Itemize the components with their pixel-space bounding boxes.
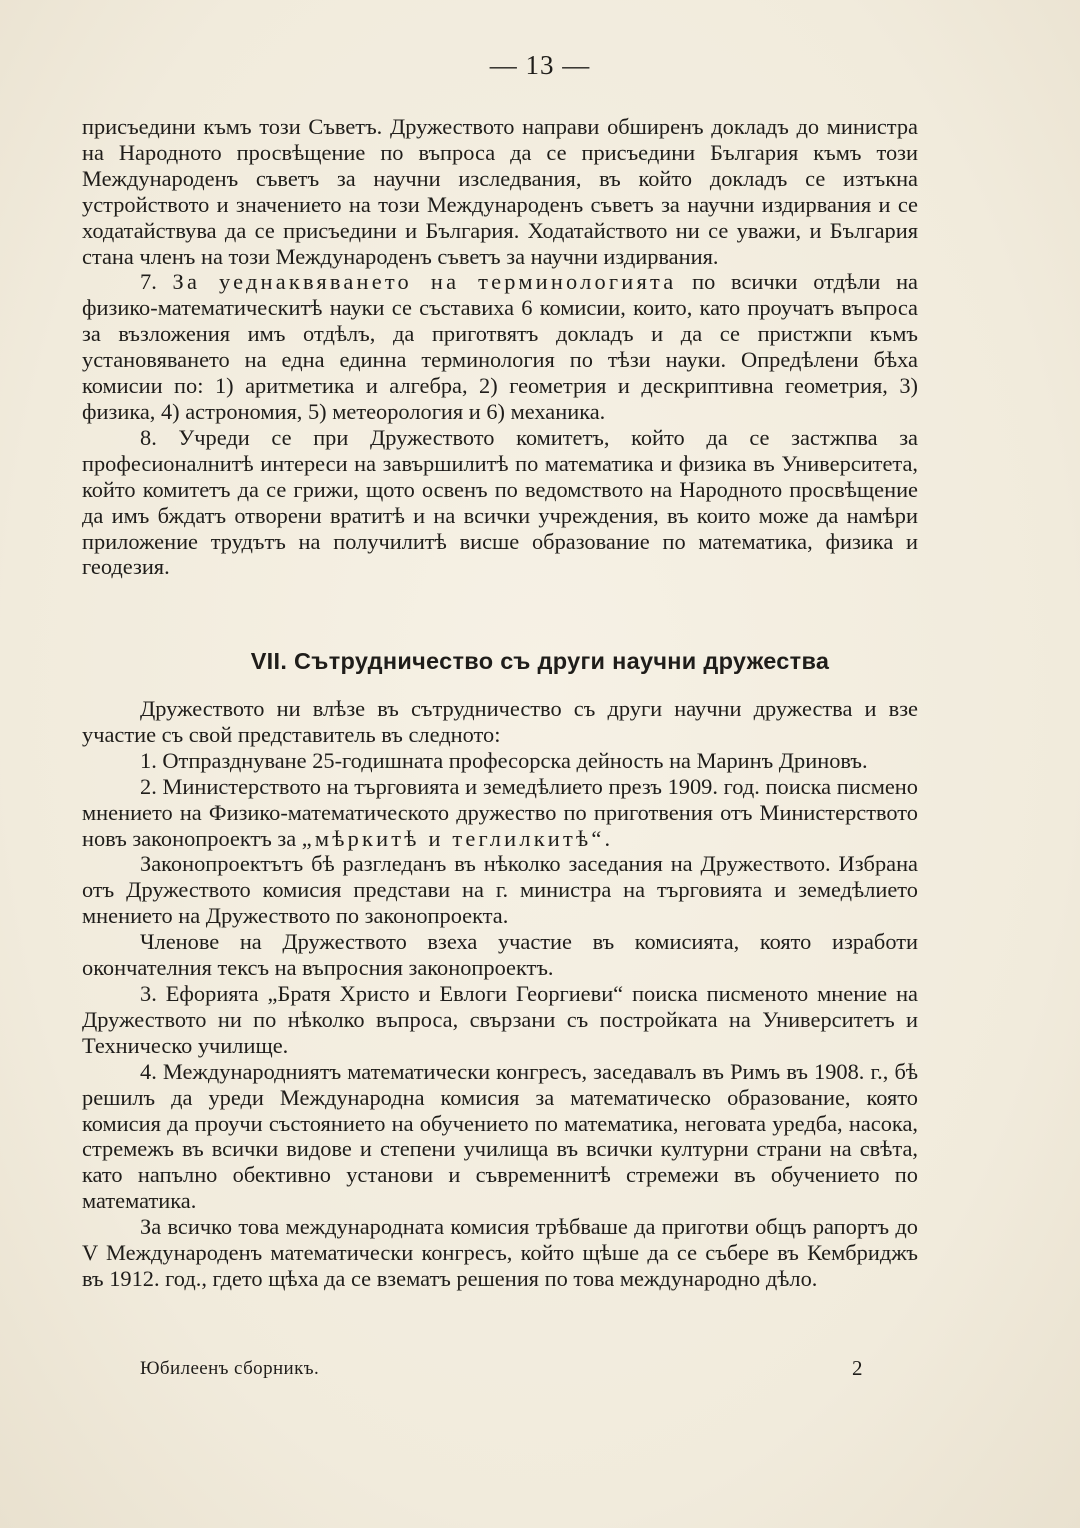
paragraph-council-membership: присъедини къмъ този Съветъ. Дружеството направи обширенъ докладъ до министра на Народното просвѣщение по въпроса да се присъедини България къмъ този Международенъ съветъ за научни изследвания, въ който докладъ се изтъкна устройството и значението на този Международенъ съветъ за научни издирвания и се ходатайствува да се присъедини и България. Ходатайството ни се уважи, и България стана членъ на този Международенъ съветъ за научни издирвания. — [82, 114, 918, 269]
section-7-heading: VII. Сътрудничество съ други научни дружества — [250, 648, 830, 674]
paragraph-item-8-committee: 8. Учреди се при Дружеството комитетъ, който да се застжпва за професионалнитѣ интереси на завършилитѣ по математика и физика въ Университета, който комитетъ да се грижи, щото освенъ по ведомството на Народното просвѣщение да имъ бждатъ отворени вратитѣ и на всички учреждения, въ които може да намѣри приложение трудътъ на получилитѣ висше образование по математика, физика и геодезия. — [82, 424, 918, 580]
paragraph-item-2-commission: Членове на Дружеството взеха участие въ комисията, която изработи окончателния тексъ на въпросния законопроектъ. — [82, 929, 918, 981]
paragraph-item-2-discussion: Законопроектътъ бѣ разгледанъ въ нѣколко заседания на Дружеството. Избрана отъ Дружеството комисия представи на г. министра на търговията и земедѣлието мнението на Дружеството по законопроекта. — [82, 851, 918, 929]
paragraph-item-7-terminology — [82, 269, 918, 424]
paragraph-item-3: 3. Ефорията „Братя Христо и Евлоги Георгиеви“ поиска писменото мнение на Дружеството ни по нѣколко въпроса, свързани съ постройката на Университетъ и Техническо училище. — [82, 980, 918, 1058]
footer-signature-mark: 2 — [852, 1356, 863, 1380]
paragraph-item-4: 4. Международниятъ математически конгресъ, заседавалъ въ Римъ въ 1908. г., бѣ решилъ да уреди Международна комисия за математическо образование, която комисия да проучи състоянието на обучението по математика, неговата уредба, насока, стремежъ въ всички видове и степени училища въ всички културни страни на свѣта, като напълно обективно установи и съвременнитѣ стремежи въ обучението по математика. — [82, 1058, 918, 1214]
item-2-text: 2. Министерството на търговията и земедѣлието презъ 1909. год. поиска писмено мнението на Физико-математическото дружество по приготвения отъ Министерството новъ законопроектъ за — [82, 773, 918, 851]
item-2-end: . — [604, 825, 611, 851]
section-7-body — [82, 696, 918, 1292]
section-6-continuation — [82, 114, 918, 580]
footer-book-title: Юбилеенъ сборникъ. — [140, 1358, 320, 1379]
item-7-number: 7. — [140, 269, 173, 295]
paragraph-intro: Дружеството ни влѣзе въ сътрудничество съ други научни дружества и взе участие съ свой представитель въ следното: — [82, 696, 918, 747]
paragraph-item-1: 1. Отпразднуване 25-годишната професорска дейность на Маринъ Дриновъ. — [140, 747, 868, 773]
page-number: — 13 — — [489, 50, 591, 80]
item-2-quoted-title: „мѣркитѣ и теглилкитѣ“ — [301, 825, 605, 851]
paragraph-item-4-report: За всичко това международната комисия трѣбваше да приготви общъ рапортъ до V Международенъ математически конгресъ, който щѣше да се събере въ Кембриджъ въ 1912. год., гдето щѣха да се взематъ решения по това международно дѣло. — [82, 1214, 918, 1291]
paragraph-item-2 — [82, 774, 918, 852]
item-7-spaced-phrase: За уеднаквяването на терминологията — [172, 269, 677, 295]
item-7-text: по всички отдѣли на физико-математическитѣ науки се съставиха 6 комисии, които, като проучатъ въпроса за възложения имъ отдѣлъ, да приготвятъ докладъ и да се пристжпи къмъ установяването на една единна терминология по тѣзи науки. Опредѣлени бѣха комисии по: 1) аритметика и алгебра, 2) геометрия и дескриптивна геометрия, 3) физика, 4) астрономия, 5) метеорология и 6) механика. — [82, 269, 918, 424]
